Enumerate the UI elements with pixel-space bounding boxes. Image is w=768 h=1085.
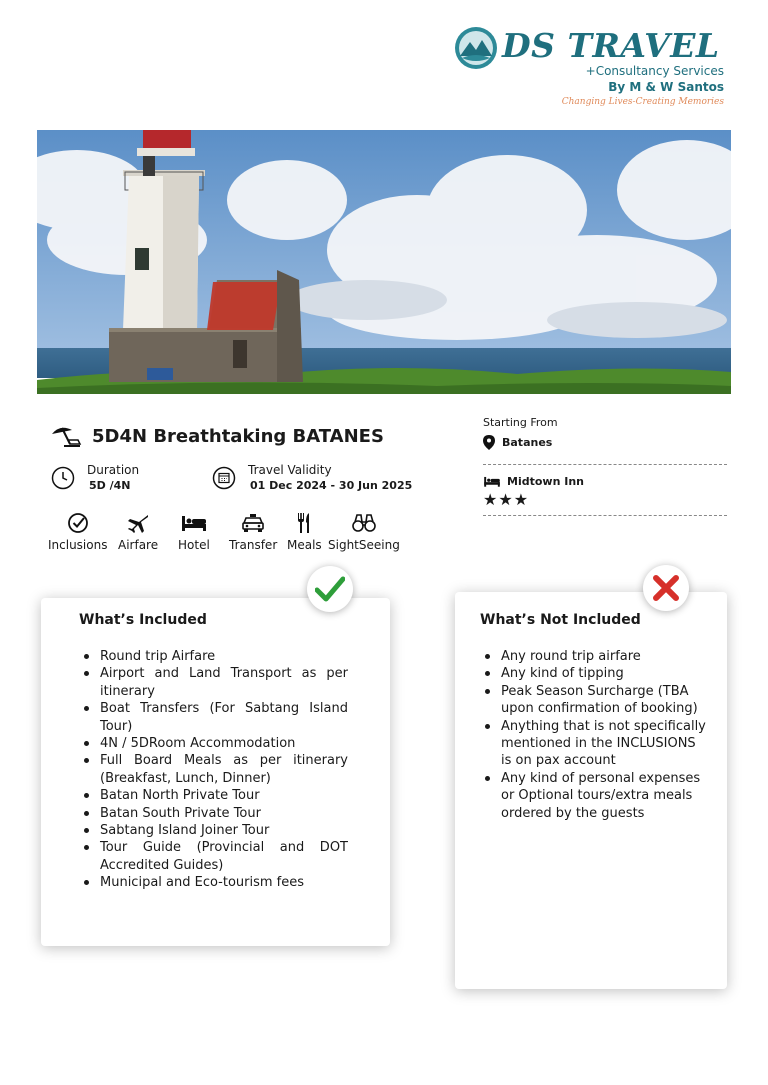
logo-emblem-icon [454, 26, 498, 70]
included-list [80, 648, 348, 892]
list-item: Tour Guide (Provincial and DOT Accredited Guides) [80, 839, 348, 874]
feature-label: Meals [287, 538, 322, 552]
hotel-name: Midtown Inn [507, 475, 584, 488]
calendar-icon [212, 466, 236, 490]
starting-label: Starting From [483, 416, 558, 429]
brand-logo [454, 26, 724, 116]
not-included-badge [643, 565, 689, 611]
included-badge [307, 566, 353, 612]
feature-hotel [178, 512, 210, 552]
feature-label: SightSeeing [328, 538, 400, 552]
validity-value: 01 Dec 2024 - 30 Jun 2025 [250, 479, 413, 492]
hotel-info [483, 475, 727, 488]
list-item: Any kind of tipping [481, 665, 707, 682]
list-item: Peak Season Surcharge (TBA upon confirmation of booking) [481, 683, 707, 718]
map-pin-icon [483, 435, 495, 450]
feature-label: Inclusions [48, 538, 108, 552]
not-included-card [455, 592, 727, 989]
brand-tagline: Changing Lives-Creating Memories [561, 97, 724, 107]
package-title: 5D4N Breathtaking BATANES [92, 425, 384, 447]
bed-icon [483, 475, 501, 488]
validity-block [212, 463, 412, 493]
starting-location [483, 435, 727, 450]
divider [483, 464, 727, 465]
feature-label: Transfer [229, 538, 278, 552]
check-mark-icon [315, 576, 345, 602]
brand-byline: By M & W Santos [608, 80, 724, 94]
feature-transfer [229, 512, 277, 552]
list-item: Round trip Airfare [80, 648, 348, 665]
car-icon [241, 513, 265, 533]
binoculars-icon [352, 513, 376, 533]
list-item: Batan North Private Tour [80, 787, 348, 804]
list-item: Batan South Private Tour [80, 805, 348, 822]
cross-mark-icon [652, 574, 680, 602]
feature-airfare [118, 512, 158, 552]
list-item: Municipal and Eco-tourism fees [80, 874, 348, 891]
list-item: Full Board Meals as per itinerary (Breakfast, Lunch, Dinner) [80, 752, 348, 787]
hero-photo [37, 130, 731, 394]
utensils-icon [296, 512, 312, 534]
starting-info [483, 416, 727, 516]
brand-subtitle: +Consultancy Services [585, 64, 724, 78]
list-item: Any round trip airfare [481, 648, 707, 665]
list-item: Boat Transfers (For Sabtang Island Tour) [80, 700, 348, 735]
package-title-row [50, 424, 384, 448]
feature-inclusions [48, 512, 107, 552]
feature-meals [287, 512, 322, 552]
feature-sightseeing [328, 512, 400, 552]
included-title: What’s Included [79, 612, 207, 628]
bed-icon [181, 513, 207, 533]
beach-umbrella-icon [50, 424, 82, 448]
list-item: 4N / 5DRoom Accommodation [80, 735, 348, 752]
duration-value: 5D /4N [89, 479, 131, 492]
list-item: Any kind of personal expenses or Optional tours/extra meals ordered by the guests [481, 770, 707, 822]
list-item: Sabtang Island Joiner Tour [80, 822, 348, 839]
brand-name: DS TRAVEL [502, 26, 720, 65]
validity-label: Travel Validity [248, 463, 332, 477]
not-included-list [481, 648, 707, 822]
hotel-rating-stars: ★★★ [483, 490, 530, 509]
not-included-title: What’s Not Included [480, 612, 641, 628]
feature-label: Airfare [118, 538, 159, 552]
list-item: Airport and Land Transport as per itinerary [80, 665, 348, 700]
duration-label: Duration [87, 463, 140, 477]
feature-icons [44, 512, 404, 554]
location-name: Batanes [502, 436, 553, 449]
airplane-icon [126, 512, 150, 534]
list-item: Anything that is not specifically mentioned in the INCLUSIONS is on pax account [481, 718, 707, 770]
duration-block [51, 463, 139, 493]
included-card [41, 598, 390, 946]
clock-icon [51, 466, 75, 490]
check-circle-icon [67, 512, 89, 534]
feature-label: Hotel [178, 538, 210, 552]
divider [483, 515, 727, 516]
